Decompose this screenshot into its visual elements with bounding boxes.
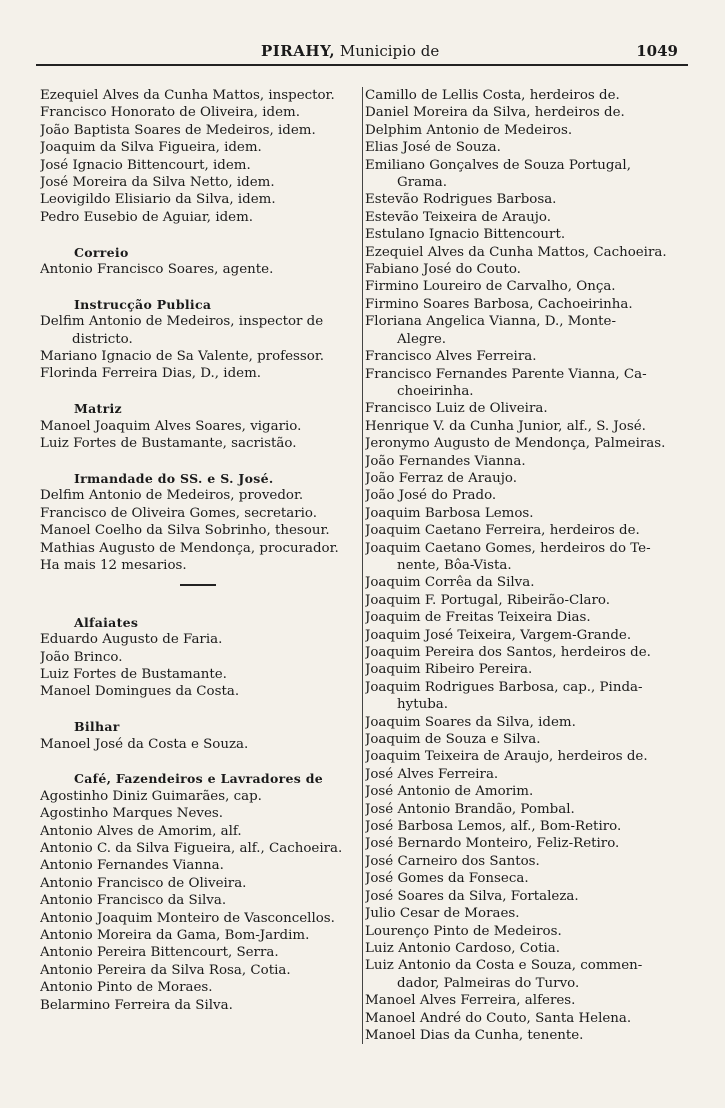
directory-entry: Julio Cesar de Moraes. xyxy=(365,906,520,922)
directory-entry: Florinda Ferreira Dias, D., idem. xyxy=(40,366,262,382)
directory-entry: José Antonio Brandão, Pombal. xyxy=(365,801,575,817)
directory-entry: dador, Palmeiras do Turvo. xyxy=(397,975,580,991)
spacer xyxy=(40,278,358,295)
running-title-bold: PIRAHY, xyxy=(261,42,336,60)
directory-entry: Joaquim Soares da Silva, idem. xyxy=(365,714,576,730)
directory-entry: Francisco Alves Ferreira. xyxy=(365,349,537,365)
directory-entry: Manoel Dias da Cunha, tenente. xyxy=(365,1027,584,1043)
directory-entry: José Gomes da Fonseca. xyxy=(365,871,529,887)
directory-entry: Antonio Fernandes Vianna. xyxy=(40,858,224,874)
directory-entry: José Alves Ferreira. xyxy=(365,766,499,782)
directory-entry: José Moreira da Silva Netto, idem. xyxy=(40,175,275,191)
directory-entry: Leovigildo Elisiario da Silva, idem. xyxy=(40,192,276,208)
directory-entry: Henrique V. da Cunha Junior, alf., S. José. xyxy=(365,418,646,434)
directory-entry: Delphim Antonio de Medeiros. xyxy=(365,122,573,138)
section-heading: Bilhar xyxy=(74,719,120,735)
directory-entry: Joaquim Barbosa Lemos. xyxy=(365,505,534,521)
directory-entry: hytuba. xyxy=(397,697,449,713)
directory-entry: Agostinho Diniz Guimarães, cap. xyxy=(40,788,262,804)
directory-entry: Joaquim Caetano Gomes, herdeiros do Te- xyxy=(365,540,651,556)
directory-entry: Fabiano José do Couto. xyxy=(365,262,521,278)
directory-entry: Mathias Augusto de Mendonça, procurador. xyxy=(40,540,339,556)
directory-entry: Joaquim Rodrigues Barbosa, cap., Pinda- xyxy=(365,679,643,695)
directory-entry: Ezequiel Alves da Cunha Mattos, Cachoeira. xyxy=(365,244,667,260)
directory-entry: Joaquim Teixeira de Araujo, herdeiros de. xyxy=(365,749,648,765)
directory-entry: Antonio Francisco de Oliveira. xyxy=(40,875,247,891)
directory-entry: Elias José de Souza. xyxy=(365,140,501,156)
directory-entry: Joaquim Caetano Ferreira, herdeiros de. xyxy=(365,523,640,539)
directory-entry: Joaquim F. Portugal, Ribeirão-Claro. xyxy=(365,592,610,608)
directory-entry: Joaquim Pereira dos Santos, herdeiros de. xyxy=(365,645,651,660)
directory-entry: Antonio Francisco Soares, agente. xyxy=(40,262,274,278)
directory-entry: Camillo de Lellis Costa, herdeiros de. xyxy=(365,88,620,103)
directory-entry: Francisco Fernandes Parente Vianna, Ca- xyxy=(365,366,647,382)
directory-entry: Antonio Moreira da Gama, Bom-Jardim. xyxy=(40,927,310,943)
directory-entry: Firmino Soares Barbosa, Cachoeirinha. xyxy=(365,296,633,312)
spacer xyxy=(40,701,358,718)
directory-entry: Lourenço Pinto de Medeiros. xyxy=(365,923,562,939)
directory-entry: Antonio Alves de Amorim, alf. xyxy=(40,823,242,839)
directory-entry: Grama. xyxy=(397,175,448,191)
directory-entry: Joaquim Corrêa da Silva. xyxy=(365,575,535,591)
directory-entry: districto. xyxy=(72,331,133,347)
directory-entry: Antonio Pinto de Moraes. xyxy=(40,980,213,996)
spacer xyxy=(40,452,358,469)
directory-entry: Jeronymo Augusto de Mendonça, Palmeiras. xyxy=(365,436,666,452)
directory-entry: Antonio Pereira da Silva Rosa, Cotia. xyxy=(40,962,291,978)
running-title-rest: Municipio de xyxy=(335,42,440,60)
directory-entry: Antonio Pereira Bittencourt, Serra. xyxy=(40,945,279,961)
directory-entry: Francisco Honorato de Oliveira, idem. xyxy=(40,105,300,121)
section-heading: Matriz xyxy=(74,401,122,417)
directory-entry: Luiz Fortes de Bustamante. xyxy=(40,666,227,682)
directory-entry: Joaquim Ribeiro Pereira. xyxy=(365,662,533,678)
directory-entry: Eduardo Augusto de Faria. xyxy=(40,632,223,648)
directory-entry: Joaquim José Teixeira, Vargem-Grande. xyxy=(365,627,632,643)
directory-entry: Joaquim de Freitas Teixeira Dias. xyxy=(365,610,591,626)
running-title xyxy=(261,42,439,60)
directory-entry: Joaquim de Souza e Silva. xyxy=(365,732,541,748)
directory-entry: Manoel Alves Ferreira, alferes. xyxy=(365,993,576,1009)
directory-entry: Emiliano Gonçalves de Souza Portugal, xyxy=(365,157,631,173)
directory-entry: Antonio Joaquim Monteiro de Vasconcellos. xyxy=(40,910,335,926)
directory-entry: Firmino Loureiro de Carvalho, Onça. xyxy=(365,279,616,295)
directory-entry: José Antonio de Amorim. xyxy=(365,784,534,800)
directory-entry: João Fernandes Vianna. xyxy=(365,453,526,469)
directory-entry: Luiz Fortes de Bustamante, sacristão. xyxy=(40,436,297,452)
directory-entry: João José do Prado. xyxy=(365,488,497,504)
directory-entry: Antonio C. da Silva Figueira, alf., Cachoeira. xyxy=(40,840,343,856)
spacer xyxy=(40,383,358,400)
directory-entry: João Brinco. xyxy=(40,649,123,665)
directory-entry: Manoel Coelho da Silva Sobrinho, thesour. xyxy=(40,523,330,539)
directory-entry: Francisco Luiz de Oliveira. xyxy=(365,401,548,417)
left-column xyxy=(40,87,358,1014)
section-heading: Irmandade do SS. e S. José. xyxy=(74,470,274,486)
directory-entry: Agostinho Marques Neves. xyxy=(40,806,224,822)
directory-entry: Joaquim da Silva Figueira, idem. xyxy=(40,140,262,156)
page-header xyxy=(36,38,688,66)
separator-rule xyxy=(180,584,216,586)
section-heading: Correio xyxy=(74,244,129,260)
directory-entry: José Carneiro dos Santos. xyxy=(365,853,540,869)
directory-entry: Estevão Rodrigues Barbosa. xyxy=(365,192,557,208)
spacer xyxy=(40,753,358,770)
directory-entry: Estulano Ignacio Bittencourt. xyxy=(365,227,566,243)
section-heading: Alfaiates xyxy=(74,614,139,630)
directory-entry: Pedro Eusebio de Aguiar, idem. xyxy=(40,209,254,225)
directory-entry: Delfim Antonio de Medeiros, provedor. xyxy=(40,488,304,504)
directory-entry: Belarmino Ferreira da Silva. xyxy=(40,997,233,1013)
directory-entry: nente, Bôa-Vista. xyxy=(397,557,512,573)
directory-entry: João Ferraz de Araujo. xyxy=(365,470,517,486)
directory-entry: Daniel Moreira da Silva, herdeiros de. xyxy=(365,105,625,121)
spacer xyxy=(40,226,358,243)
directory-entry: Luiz Antonio Cardoso, Cotia. xyxy=(365,940,560,956)
directory-entry: Mariano Ignacio de Sa Valente, professor. xyxy=(40,349,325,365)
directory-entry: Manoel Joaquim Alves Soares, vigario. xyxy=(40,418,302,434)
directory-entry: Ezequiel Alves da Cunha Mattos, inspector. xyxy=(40,88,335,103)
directory-entry: Manoel José da Costa e Souza. xyxy=(40,736,249,752)
directory-entry: Francisco de Oliveira Gomes, secretario. xyxy=(40,505,317,521)
directory-entry: Alegre. xyxy=(397,331,447,347)
directory-entry: Luiz Antonio da Costa e Souza, commen- xyxy=(365,958,643,974)
section-heading: Café, Fazendeiros e Lavradores de xyxy=(74,771,324,787)
directory-entry: José Ignacio Bittencourt, idem. xyxy=(40,157,251,173)
directory-entry: José Barbosa Lemos, alf., Bom-Retiro. xyxy=(365,819,622,835)
directory-entry: José Soares da Silva, Fortaleza. xyxy=(365,888,579,904)
directory-entry: Manoel André do Couto, Santa Helena. xyxy=(365,1010,632,1026)
directory-entry: Manoel Domingues da Costa. xyxy=(40,684,240,700)
directory-entry: Antonio Francisco da Silva. xyxy=(40,893,227,909)
right-column xyxy=(362,87,695,1044)
directory-entry: João Baptista Soares de Medeiros, idem. xyxy=(40,122,316,138)
directory-entry: Floriana Angelica Vianna, D., Monte- xyxy=(365,314,616,330)
directory-entry: choeirinha. xyxy=(397,383,474,399)
directory-entry: Delfim Antonio de Medeiros, inspector de xyxy=(40,314,324,330)
spacer xyxy=(40,596,358,613)
directory-entry: Ha mais 12 mesarios. xyxy=(40,557,187,573)
page-number: 1049 xyxy=(636,42,678,60)
section-heading: Instrucção Publica xyxy=(74,296,212,312)
directory-entry: Estevão Teixeira de Araujo. xyxy=(365,209,551,225)
directory-entry: José Bernardo Monteiro, Feliz-Retiro. xyxy=(365,836,620,852)
